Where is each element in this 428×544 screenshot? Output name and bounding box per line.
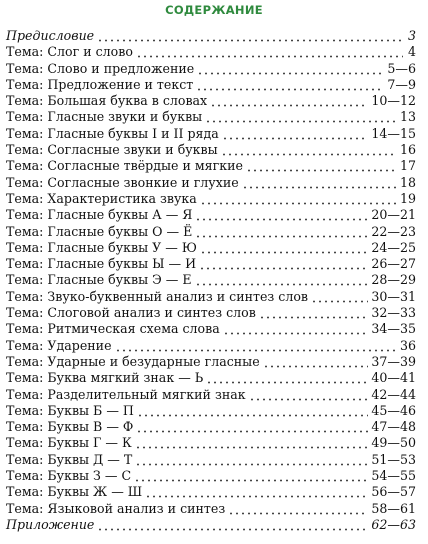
toc-entry-text: Характеристика звука	[47, 190, 197, 206]
toc-entry-title	[6, 517, 97, 533]
toc-entry-title	[6, 44, 136, 60]
toc-entry	[6, 321, 416, 337]
topic-prefix: Тема:	[6, 321, 44, 337]
dot-leader	[221, 142, 397, 158]
topic-prefix: Тема:	[6, 174, 44, 190]
topic-prefix: Тема:	[6, 435, 44, 451]
toc-entry-text: Предисловие	[6, 28, 95, 43]
topic-prefix: Тема:	[6, 239, 44, 255]
topic-prefix: Тема:	[6, 190, 44, 206]
toc-entry-pages: 16	[399, 142, 416, 158]
toc-entry	[6, 93, 416, 109]
toc-entry	[6, 419, 416, 435]
toc-entry	[6, 44, 416, 60]
toc-entry-title	[6, 240, 200, 256]
toc-entry-pages: 19	[399, 190, 416, 206]
toc-entry	[6, 256, 416, 272]
topic-prefix: Тема:	[6, 125, 44, 141]
toc-entry-pages: 32—33	[371, 305, 416, 321]
topic-prefix: Тема:	[6, 402, 44, 418]
dot-leader	[145, 484, 368, 500]
toc-entry-pages: 24—25	[371, 239, 416, 255]
toc-entry-text: Ритмическая схема слова	[47, 321, 220, 337]
toc-entry	[6, 158, 416, 174]
toc-entry	[6, 452, 416, 468]
toc-entry-pages: 51—53	[371, 451, 416, 467]
toc-entry	[6, 517, 416, 533]
dot-leader	[223, 321, 369, 337]
dot-leader	[242, 175, 397, 191]
toc-entry-text: Гласные буквы Э — Е	[47, 272, 192, 288]
toc-entry-text: Буквы Д — Т	[47, 451, 133, 467]
toc-entry	[6, 468, 416, 484]
toc-entry-title	[6, 338, 115, 354]
dot-leader	[311, 289, 368, 305]
toc-entry-text: Звуко-буквенный анализ и синтез слов	[47, 288, 309, 304]
toc-entry-title	[6, 61, 197, 77]
toc-entry-pages: 62—63	[371, 516, 416, 532]
toc-entry-title	[6, 468, 134, 484]
toc-entry-pages: 3	[407, 28, 416, 43]
toc-list	[6, 28, 416, 533]
toc-entry-title	[6, 452, 135, 468]
topic-prefix: Тема:	[6, 93, 44, 109]
toc-entry-title	[6, 93, 210, 109]
topic-prefix: Тема:	[6, 76, 44, 92]
toc-entry	[6, 403, 416, 419]
toc-entry-text: Слово и предложение	[47, 60, 195, 76]
toc-entry	[6, 77, 416, 93]
toc-entry-pages: 56—57	[371, 484, 416, 500]
toc-entry-title	[6, 321, 223, 337]
toc-entry-pages: 5—6	[387, 60, 416, 76]
toc-entry	[6, 61, 416, 77]
dot-leader	[206, 370, 368, 386]
toc-entry-text: Предложение и текст	[47, 76, 194, 92]
toc-entry-title	[6, 387, 249, 403]
toc-entry-title	[6, 354, 263, 370]
toc-entry-text: Гласные буквы О — Ё	[47, 223, 193, 239]
toc-entry-text: Большая буква в словах	[47, 93, 208, 109]
page-title: СОДЕРЖАНИЕ	[165, 3, 263, 17]
dot-leader	[196, 77, 384, 93]
toc-entry-pages: 17	[399, 158, 416, 174]
topic-prefix: Тема:	[6, 272, 44, 288]
toc-entry	[6, 387, 416, 403]
toc-entry-title	[6, 207, 195, 223]
toc-entry	[6, 28, 416, 44]
dot-leader	[97, 28, 403, 44]
dot-leader	[199, 256, 368, 272]
toc-entry-text: Буквы З — С	[47, 468, 132, 484]
dot-leader	[195, 272, 369, 288]
dot-leader	[137, 403, 368, 419]
topic-prefix: Тема:	[6, 337, 44, 353]
toc-entry-text: Буквы Ж — Ш	[47, 484, 143, 500]
toc-entry	[6, 126, 416, 142]
toc-entry-pages: 37—39	[371, 353, 416, 369]
toc-entry-pages: 20—21	[371, 207, 416, 223]
toc-entry	[6, 191, 416, 207]
toc-entry-pages: 49—50	[371, 435, 416, 451]
toc-entry-text: Гласные звуки и буквы	[47, 109, 203, 125]
dot-leader	[195, 207, 368, 223]
toc-entry-title	[6, 501, 228, 517]
dot-leader	[200, 191, 397, 207]
toc-entry-text: Согласные твёрдые и мягкие	[47, 158, 243, 174]
toc-entry-text: Слог и слово	[47, 44, 133, 60]
toc-entry-pages: 7—9	[387, 76, 416, 92]
dot-leader	[205, 109, 397, 125]
toc-entry	[6, 142, 416, 158]
toc-entry	[6, 370, 416, 386]
toc-entry-text: Языковой анализ и синтез	[47, 500, 226, 516]
toc-entry	[6, 289, 416, 305]
topic-prefix: Тема:	[6, 370, 44, 386]
toc-entry-pages: 13	[399, 109, 416, 125]
topic-prefix: Тема:	[6, 158, 44, 174]
dot-leader	[195, 224, 368, 240]
dot-leader	[134, 468, 368, 484]
topic-prefix: Тема:	[6, 419, 44, 435]
toc-entry-title	[6, 419, 136, 435]
toc-entry-pages: 28—29	[371, 272, 416, 288]
toc-entry-text: Гласные буквы I и II ряда	[47, 125, 219, 141]
toc-entry-title	[6, 224, 195, 240]
topic-prefix: Тема:	[6, 60, 44, 76]
toc-entry-pages: 4	[407, 44, 416, 60]
toc-entry-pages: 40—41	[371, 370, 416, 386]
dot-leader	[246, 158, 397, 174]
topic-prefix: Тема:	[6, 386, 44, 402]
toc-entry	[6, 501, 416, 517]
toc-entry-text: Согласные звуки и буквы	[47, 142, 218, 158]
topic-prefix: Тема:	[6, 451, 44, 467]
toc-entry-text: Буквы Г — К	[47, 435, 132, 451]
topic-prefix: Тема:	[6, 500, 44, 516]
toc-entry-text: Приложение	[6, 516, 95, 532]
toc-entry-title	[6, 272, 195, 288]
dot-leader	[136, 419, 368, 435]
dot-leader	[97, 517, 368, 533]
dot-leader	[222, 126, 369, 142]
toc-entry-title	[6, 403, 137, 419]
toc-entry-title	[6, 175, 242, 191]
toc-entry-title	[6, 77, 196, 93]
toc-entry-title	[6, 370, 206, 386]
topic-prefix: Тема:	[6, 468, 44, 484]
toc-entry-title	[6, 289, 311, 305]
toc-entry-title	[6, 435, 135, 451]
dot-leader	[136, 44, 403, 60]
toc-entry-pages: 10—12	[371, 93, 416, 109]
toc-entry-pages: 42—44	[371, 386, 416, 402]
toc-entry-text: Слоговой анализ и синтез слов	[47, 305, 256, 321]
toc-entry-pages: 54—55	[371, 468, 416, 484]
toc-entry-pages: 58—61	[371, 500, 416, 516]
toc-entry-title	[6, 305, 259, 321]
topic-prefix: Тема:	[6, 484, 44, 500]
toc-entry	[6, 109, 416, 125]
toc-entry-text: Разделительный мягкий знак	[47, 386, 246, 402]
toc-entry-title	[6, 126, 222, 142]
topic-prefix: Тема:	[6, 223, 44, 239]
dot-leader	[228, 501, 368, 517]
toc-entry-text: Гласные буквы А — Я	[47, 207, 193, 223]
toc-entry-pages: 47—48	[371, 419, 416, 435]
toc-entry-pages: 30—31	[371, 288, 416, 304]
toc-entry-title	[6, 158, 246, 174]
toc-entry-text: Ударение	[47, 337, 112, 353]
toc-entry	[6, 224, 416, 240]
topic-prefix: Тема:	[6, 44, 44, 60]
dot-leader	[135, 435, 369, 451]
toc-entry-title	[6, 109, 205, 125]
toc-entry-text: Буквы Б — П	[47, 402, 134, 418]
toc-entry	[6, 435, 416, 451]
dot-leader	[197, 61, 384, 77]
toc-entry-text: Буквы В — Ф	[47, 419, 134, 435]
dot-leader	[249, 387, 369, 403]
toc-entry	[6, 354, 416, 370]
toc-entry	[6, 272, 416, 288]
toc-entry-title	[6, 28, 97, 44]
toc-entry-pages: 18	[399, 174, 416, 190]
dot-leader	[263, 354, 369, 370]
toc-entry-pages: 34—35	[371, 321, 416, 337]
dot-leader	[259, 305, 369, 321]
dot-leader	[135, 452, 368, 468]
topic-prefix: Тема:	[6, 256, 44, 272]
toc-entry	[6, 305, 416, 321]
dot-leader	[210, 93, 368, 109]
topic-prefix: Тема:	[6, 305, 44, 321]
toc-entry	[6, 484, 416, 500]
toc-entry-title	[6, 484, 145, 500]
toc-entry-text: Буква мягкий знак — Ь	[47, 370, 204, 386]
toc-entry-title	[6, 191, 200, 207]
toc-entry	[6, 207, 416, 223]
topic-prefix: Тема:	[6, 353, 44, 369]
topic-prefix: Тема:	[6, 288, 44, 304]
toc-entry-title	[6, 256, 199, 272]
toc-entry-pages: 26—27	[371, 256, 416, 272]
toc-entry-text: Ударные и безударные гласные	[47, 353, 260, 369]
toc-entry-text: Гласные буквы Ы — И	[47, 256, 197, 272]
toc-entry	[6, 338, 416, 354]
dot-leader	[200, 240, 368, 256]
toc-entry-text: Согласные звонкие и глухие	[47, 174, 239, 190]
toc-entry-title	[6, 142, 221, 158]
toc-entry-pages: 14—15	[371, 125, 416, 141]
toc-entry-text: Гласные буквы У — Ю	[47, 239, 197, 255]
toc-entry	[6, 240, 416, 256]
toc-entry-pages: 45—46	[371, 402, 416, 418]
topic-prefix: Тема:	[6, 207, 44, 223]
topic-prefix: Тема:	[6, 142, 44, 158]
toc-entry-pages: 22—23	[371, 223, 416, 239]
dot-leader	[115, 338, 397, 354]
topic-prefix: Тема:	[6, 109, 44, 125]
toc-entry-pages: 36	[399, 337, 416, 353]
toc-entry	[6, 175, 416, 191]
